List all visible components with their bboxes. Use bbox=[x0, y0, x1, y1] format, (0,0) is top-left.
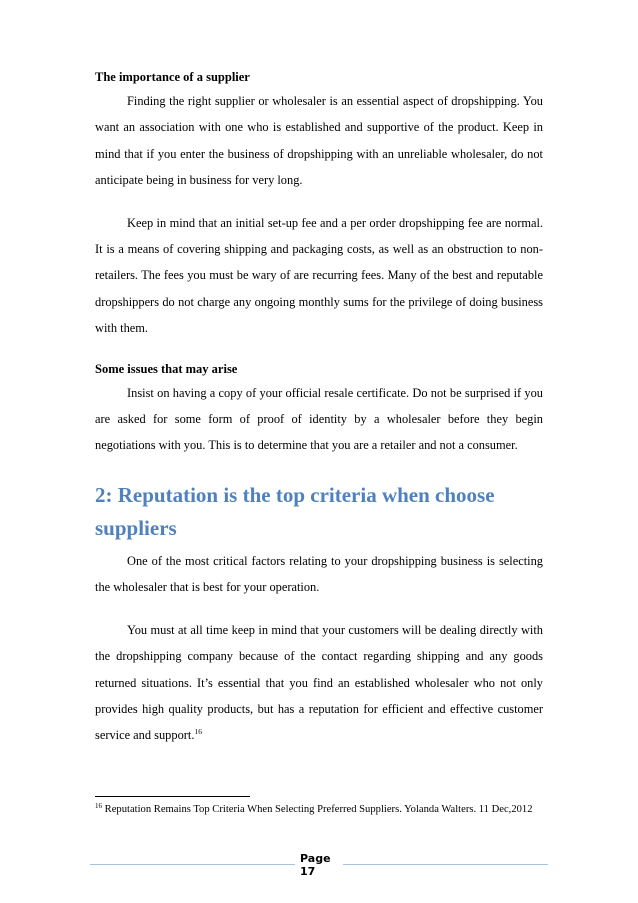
footer-rule-left bbox=[90, 864, 295, 865]
paragraph-with-footnote bbox=[95, 617, 543, 749]
page-number-value: 17 bbox=[300, 865, 316, 878]
paragraph: Keep in mind that an initial set-up fee and a per order dropshipping fee are normal. It is a means of covering shipping and packaging costs, as well as an obstruction to non-retailers. The fees you must be wary of are recurring fees. Many of the best and reputable dropshippers do not charge any ongoing monthly sums for the privilege of doing business with them. bbox=[95, 215, 543, 336]
section-heading-supplier-importance: The importance of a supplier bbox=[95, 70, 250, 84]
page-label: Page bbox=[300, 852, 331, 865]
footnote bbox=[95, 801, 543, 819]
footnote-reference[interactable]: 16 bbox=[194, 727, 202, 737]
paragraph: One of the most critical factors relating to your dropshipping business is selecting the wholesaler that is best for your operation. bbox=[95, 553, 543, 595]
paragraph-text: You must at all time keep in mind that your customers will be dealing directly with the dropshipping company because of the contact regarding shipping and any goods returned situations. It’s essential that you find an established wholesaler who not only provides high quality products, but has a reputation for efficient and effective customer service and support. bbox=[95, 622, 543, 743]
footnote-number: 16 bbox=[95, 802, 102, 810]
chapter-heading-reputation: 2: Reputation is the top criteria when choose suppliers bbox=[95, 482, 495, 540]
page-body bbox=[95, 68, 543, 749]
footer-rule-right bbox=[343, 864, 548, 865]
paragraph: Insist on having a copy of your official resale certificate. Do not be surprised if you are asked for some form of proof of identity by a wholesaler before they begin negotiations with you. This is to determine that you are a retailer and not a consumer. bbox=[95, 385, 543, 453]
paragraph: Finding the right supplier or wholesaler is an essential aspect of dropshipping. You want an association with one who is established and supportive of the product. Keep in mind that if you enter the business of dropshipping with an unreliable wholesaler, do not anticipate being in business for very long. bbox=[95, 94, 543, 188]
footnote-text: Reputation Remains Top Criteria When Selecting Preferred Suppliers. Yolanda Walters. 11 Dec,2012 bbox=[102, 804, 533, 815]
section-heading-issues: Some issues that may arise bbox=[95, 361, 238, 376]
footnote-separator bbox=[95, 796, 250, 797]
page-number bbox=[300, 852, 340, 878]
